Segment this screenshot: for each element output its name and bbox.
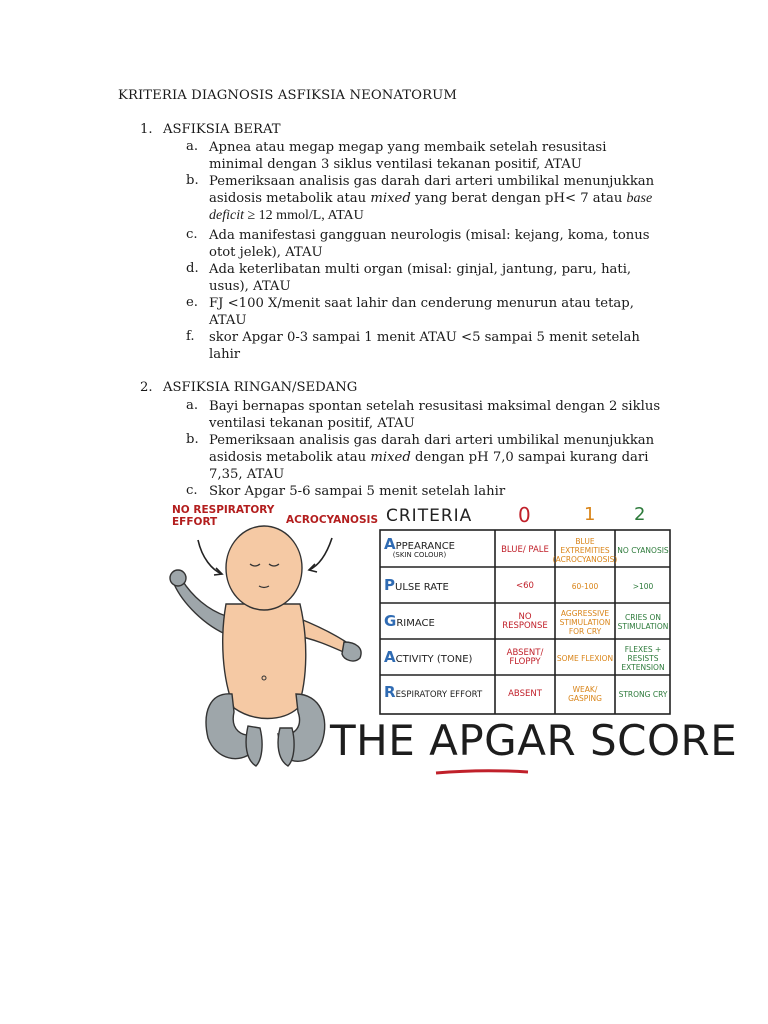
section-heading: ASFIKSIA RINGAN/SEDANG <box>163 380 358 395</box>
score-2-cell: STRONG CRY <box>618 689 668 699</box>
score-0-cell: BLUE/ PALE <box>501 544 549 555</box>
callout-acrocyanosis: ACROCYANOSIS <box>286 514 379 526</box>
item-letter: b. <box>186 432 199 447</box>
score-0-cell: ABSENT/ FLOPPY <box>506 648 544 667</box>
criteria-cell: RESPIRATORY EFFORT <box>384 683 483 701</box>
table-row <box>380 676 670 712</box>
score-1-cell: 60-100 <box>571 581 599 591</box>
item-line <box>209 207 654 224</box>
text-run: dengan pH 7,0 sampai kurang dari <box>410 450 649 465</box>
item-line: Skor Apgar 5-6 sampai 5 menit setelah lahir <box>209 484 506 499</box>
table-header-score-1: 1 <box>584 504 596 525</box>
apgar-score-title: THE APGAR SCORE <box>330 716 738 765</box>
item-text <box>209 329 640 363</box>
table-row <box>380 640 670 676</box>
criteria-cell: GRIMACE <box>384 611 435 630</box>
item-text <box>209 261 631 295</box>
criteria-cell: PULSE RATE <box>384 575 449 594</box>
item-line: Bayi bernapas spontan setelah resusitasi maksimal dengan 2 siklus <box>209 399 661 414</box>
table-header-score-2: 2 <box>634 504 646 525</box>
item-letter: f. <box>186 329 195 344</box>
text-run: asidosis metabolik atau <box>209 191 371 206</box>
score-2-cell: FLEXES + RESISTS EXTENSION <box>621 644 665 672</box>
item-line: usus), ATAU <box>209 279 291 294</box>
apgar-table <box>380 530 670 714</box>
item-line: ATAU <box>209 313 247 328</box>
item-text <box>209 398 660 432</box>
text-run-italic: mixed <box>370 450 411 465</box>
callout-no-respiratory-effort: NO RESPIRATORY EFFORT <box>172 504 275 528</box>
item-text <box>209 173 654 224</box>
item-line: skor Apgar 0-3 sampai 1 menit ATAU <5 sampai 5 menit setelah <box>209 330 640 345</box>
text-run-italic: base <box>626 191 653 206</box>
table-header-criteria: CRITERIA <box>386 506 473 526</box>
apgar-figure <box>164 498 738 786</box>
text-run-italic: mixed <box>370 191 411 206</box>
item-text <box>209 139 606 173</box>
score-1-cell: AGGRESSIVE STIMULATION FOR CRY <box>559 608 611 636</box>
item-line: Pemeriksaan analisis gas darah dari arteri umbilikal menunjukkan <box>209 433 655 448</box>
item-text <box>209 432 654 483</box>
item-line: Apnea atau megap megap yang membaik setelah resusitasi <box>209 140 607 155</box>
score-2-cell: NO CYANOSIS <box>617 545 669 555</box>
table-row <box>380 532 670 568</box>
item-letter: c. <box>186 227 198 242</box>
item-letter: b. <box>186 173 199 188</box>
score-0-cell: ABSENT <box>508 688 542 699</box>
item-line: 7,35, ATAU <box>209 467 285 482</box>
score-1-cell: BLUE EXTREMITIES (ACROCYANOSIS) <box>552 536 618 564</box>
item-line <box>209 190 654 207</box>
document-title: KRITERIA DIAGNOSIS ASFIKSIA NEONATORUM <box>118 88 457 103</box>
item-line: otot jelek), ATAU <box>209 245 323 260</box>
item-letter: c. <box>186 483 198 498</box>
item-line: lahir <box>209 347 241 362</box>
item-letter: a. <box>186 139 199 154</box>
item-line: FJ <100 X/menit saat lahir dan cenderung menurun atau tetap, <box>209 296 634 311</box>
text-run: asidosis metabolik atau <box>209 450 371 465</box>
item-line: ventilasi tekanan positif, ATAU <box>209 416 415 431</box>
table-header-score-0: 0 <box>518 503 531 527</box>
item-letter: a. <box>186 398 199 413</box>
title-underline <box>434 768 530 776</box>
item-letter: d. <box>186 261 199 276</box>
text-run: yang berat dengan pH< 7 atau <box>410 191 627 206</box>
item-line: Ada manifestasi gangguan neurologis (misal: kejang, koma, tonus <box>209 228 650 243</box>
score-1-cell: WEAK/ GASPING <box>568 685 602 703</box>
text-run: ≥ 12 mmol/L, ATAU <box>244 208 364 223</box>
item-text <box>209 295 634 329</box>
item-line: Ada keterlibatan multi organ (misal: ginjal, jantung, paru, hati, <box>209 262 632 277</box>
criteria-cell: APPEARANCE (SKIN COLOUR) <box>384 535 455 559</box>
item-letter: e. <box>186 295 198 310</box>
section-number: 1. <box>140 122 153 137</box>
item-line <box>209 449 654 466</box>
score-2-cell: CRIES ON STIMULATION <box>617 613 669 631</box>
section-heading: ASFIKSIA BERAT <box>163 122 281 137</box>
text-run-italic: deficit <box>209 208 244 223</box>
table-row <box>380 568 670 604</box>
item-line: Pemeriksaan analisis gas darah dari arteri umbilikal menunjukkan <box>209 174 655 189</box>
score-1-cell: SOME FLEXION <box>556 653 614 663</box>
item-line: minimal dengan 3 siklus ventilasi tekanan positif, ATAU <box>209 157 582 172</box>
score-0-cell: <60 <box>516 580 534 591</box>
criteria-cell: ACTIVITY (TONE) <box>384 647 473 666</box>
section-number: 2. <box>140 380 153 395</box>
score-0-cell: NO RESPONSE <box>502 612 548 631</box>
score-2-cell: >100 <box>632 581 654 591</box>
table-row <box>380 604 670 640</box>
item-text <box>209 227 650 261</box>
